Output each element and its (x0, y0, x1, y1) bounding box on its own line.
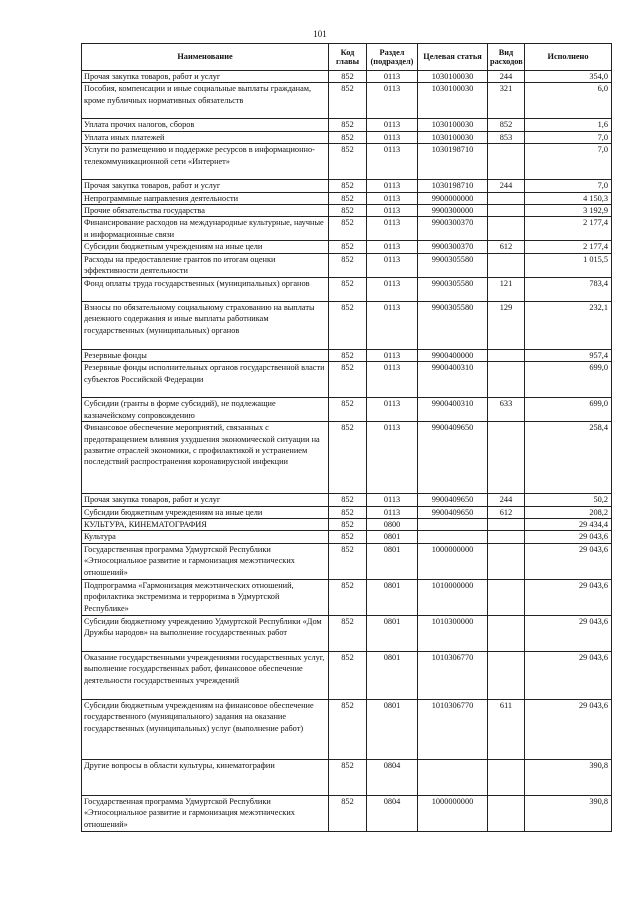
row-target-article (418, 759, 488, 795)
row-executed: 29 434,4 (525, 519, 612, 531)
row-target-article: 9900000000 (418, 192, 488, 204)
row-name: Субсидии бюджетным учреждениям на иные цели (82, 241, 329, 253)
row-target-article: 9900300000 (418, 205, 488, 217)
row-executed: 390,8 (525, 795, 612, 831)
row-expense-type: 611 (488, 699, 525, 759)
row-executed: 29 043,6 (525, 579, 612, 615)
header-executed: Исполнено (525, 44, 612, 71)
row-chapter-code: 852 (329, 301, 367, 349)
row-name: Финансовое обеспечение мероприятий, связанных с предотвращением влияния ухудшения экономической ситуации на развитие отраслей экономики, с профилактикой и устранением последствий распространения коронавирусной инфекции (82, 422, 329, 494)
row-name: Прочая закупка товаров, работ и услуг (82, 180, 329, 192)
row-section: 0113 (367, 362, 418, 398)
row-name: Взносы по обязательному социальному страхованию на выплаты денежного содержания и иные выплаты работникам государственных (муниципальных) органов (82, 301, 329, 349)
table-row (82, 180, 612, 192)
row-target-article: 9900305580 (418, 253, 488, 277)
row-chapter-code: 852 (329, 83, 367, 119)
row-expense-type (488, 651, 525, 699)
budget-execution-table (81, 43, 612, 832)
table-row (82, 119, 612, 131)
table-row (82, 192, 612, 204)
row-target-article (418, 519, 488, 531)
row-chapter-code: 852 (329, 651, 367, 699)
row-target-article: 9900400000 (418, 349, 488, 361)
table-row (82, 205, 612, 217)
table-row (82, 253, 612, 277)
row-executed: 4 150,3 (525, 192, 612, 204)
row-section: 0113 (367, 301, 418, 349)
row-executed: 2 177,4 (525, 241, 612, 253)
row-expense-type: 244 (488, 71, 525, 83)
row-section: 0801 (367, 579, 418, 615)
row-name: Резервные фонды исполнительных органов государственной власти субъектов Российской Федерации (82, 362, 329, 398)
row-name: Фонд оплаты труда государственных (муниципальных) органов (82, 277, 329, 301)
row-section: 0113 (367, 131, 418, 143)
row-target-article: 9900300370 (418, 241, 488, 253)
row-target-article: 1010000000 (418, 579, 488, 615)
table-body (82, 71, 612, 832)
row-executed: 7,0 (525, 131, 612, 143)
row-chapter-code: 852 (329, 759, 367, 795)
table-row (82, 144, 612, 180)
row-executed: 50,2 (525, 494, 612, 506)
table-row (82, 531, 612, 543)
row-executed: 29 043,6 (525, 651, 612, 699)
row-expense-type: 129 (488, 301, 525, 349)
row-section: 0113 (367, 253, 418, 277)
row-section: 0801 (367, 699, 418, 759)
row-expense-type (488, 543, 525, 579)
row-target-article: 1010306770 (418, 699, 488, 759)
row-expense-type: 853 (488, 131, 525, 143)
header-name: Наименование (82, 44, 329, 71)
row-chapter-code: 852 (329, 422, 367, 494)
row-section: 0113 (367, 241, 418, 253)
table-row (82, 506, 612, 518)
row-executed: 1,6 (525, 119, 612, 131)
page-number: 101 (313, 29, 327, 39)
row-expense-type: 244 (488, 494, 525, 506)
row-name: Оказание государственными учреждениями государственных услуг, выполнение государственных работ, финансовое обеспечение деятельности государственных учреждений (82, 651, 329, 699)
row-target-article: 1030100030 (418, 83, 488, 119)
row-section: 0113 (367, 277, 418, 301)
row-section: 0113 (367, 71, 418, 83)
table-row (82, 422, 612, 494)
table-row (82, 71, 612, 83)
row-executed: 354,0 (525, 71, 612, 83)
row-expense-type (488, 362, 525, 398)
row-executed: 208,2 (525, 506, 612, 518)
table-row (82, 699, 612, 759)
row-chapter-code: 852 (329, 699, 367, 759)
row-chapter-code: 852 (329, 362, 367, 398)
table-row (82, 217, 612, 241)
row-section: 0113 (367, 422, 418, 494)
row-section: 0113 (367, 144, 418, 180)
row-name: Культура (82, 531, 329, 543)
header-target-article: Целевая статья (418, 44, 488, 71)
row-expense-type (488, 531, 525, 543)
table-row (82, 494, 612, 506)
row-section: 0801 (367, 615, 418, 651)
row-target-article: 9900305580 (418, 301, 488, 349)
row-executed: 29 043,6 (525, 543, 612, 579)
row-expense-type (488, 192, 525, 204)
row-target-article: 9900409650 (418, 506, 488, 518)
row-executed: 699,0 (525, 362, 612, 398)
row-executed: 7,0 (525, 144, 612, 180)
table-row (82, 543, 612, 579)
table-row (82, 795, 612, 831)
header-section: Раздел (подраздел) (367, 44, 418, 71)
row-chapter-code: 852 (329, 398, 367, 422)
row-target-article: 1030198710 (418, 144, 488, 180)
row-expense-type (488, 217, 525, 241)
row-executed: 957,4 (525, 349, 612, 361)
row-expense-type (488, 759, 525, 795)
row-name: Государственная программа Удмуртской Республики «Этносоциальное развитие и гармонизация межэтнических отношений» (82, 543, 329, 579)
row-name: Прочие обязательства государства (82, 205, 329, 217)
row-target-article: 9900305580 (418, 277, 488, 301)
row-section: 0801 (367, 651, 418, 699)
row-section: 0113 (367, 506, 418, 518)
table-row (82, 579, 612, 615)
row-expense-type (488, 144, 525, 180)
table-row (82, 651, 612, 699)
row-executed: 7,0 (525, 180, 612, 192)
row-section: 0113 (367, 205, 418, 217)
row-executed: 258,4 (525, 422, 612, 494)
row-executed: 232,1 (525, 301, 612, 349)
row-target-article: 1010306770 (418, 651, 488, 699)
row-executed: 390,8 (525, 759, 612, 795)
row-target-article: 1010300000 (418, 615, 488, 651)
row-section: 0113 (367, 398, 418, 422)
row-expense-type (488, 422, 525, 494)
row-chapter-code: 852 (329, 119, 367, 131)
row-name: Прочая закупка товаров, работ и услуг (82, 494, 329, 506)
row-section: 0801 (367, 543, 418, 579)
row-chapter-code: 852 (329, 192, 367, 204)
row-expense-type: 612 (488, 506, 525, 518)
row-name: Уплата прочих налогов, сборов (82, 119, 329, 131)
row-expense-type (488, 579, 525, 615)
table-row (82, 349, 612, 361)
row-target-article: 1000000000 (418, 543, 488, 579)
row-name: Подпрограмма «Гармонизация межэтнических отношений, профилактика экстремизма и терроризма в Удмуртской Республике» (82, 579, 329, 615)
row-chapter-code: 852 (329, 144, 367, 180)
row-expense-type: 244 (488, 180, 525, 192)
row-name: Услуги по размещению и поддержке ресурсов в информационно-телекоммуникационной сети «Интернет» (82, 144, 329, 180)
row-target-article: 1030100030 (418, 71, 488, 83)
row-expense-type (488, 519, 525, 531)
row-expense-type (488, 615, 525, 651)
row-target-article: 1030198710 (418, 180, 488, 192)
row-target-article: 9900400310 (418, 398, 488, 422)
row-section: 0113 (367, 349, 418, 361)
row-target-article: 1030100030 (418, 131, 488, 143)
row-chapter-code: 852 (329, 531, 367, 543)
row-executed: 6,0 (525, 83, 612, 119)
row-target-article: 1000000000 (418, 795, 488, 831)
row-executed: 29 043,6 (525, 699, 612, 759)
row-name: Резервные фонды (82, 349, 329, 361)
row-section: 0804 (367, 759, 418, 795)
row-executed: 29 043,6 (525, 531, 612, 543)
row-chapter-code: 852 (329, 277, 367, 301)
row-target-article: 9900300370 (418, 217, 488, 241)
table-row (82, 398, 612, 422)
row-name: КУЛЬТУРА, КИНЕМАТОГРАФИЯ (82, 519, 329, 531)
row-section: 0113 (367, 192, 418, 204)
row-section: 0113 (367, 83, 418, 119)
row-name: Другие вопросы в области культуры, кинематографии (82, 759, 329, 795)
table-row (82, 362, 612, 398)
row-chapter-code: 852 (329, 543, 367, 579)
row-executed: 699,0 (525, 398, 612, 422)
row-chapter-code: 852 (329, 71, 367, 83)
row-section: 0113 (367, 119, 418, 131)
row-expense-type (488, 253, 525, 277)
row-target-article (418, 531, 488, 543)
row-name: Субсидии бюджетным учреждениям на финансовое обеспечение государственного (муниципального) задания на оказание государственных (муниципальных) услуг (выполнение работ) (82, 699, 329, 759)
row-chapter-code: 852 (329, 241, 367, 253)
row-executed: 3 192,9 (525, 205, 612, 217)
row-expense-type: 121 (488, 277, 525, 301)
row-name: Прочая закупка товаров, работ и услуг (82, 71, 329, 83)
table-row (82, 759, 612, 795)
row-name: Субсидии (гранты в форме субсидий), не подлежащие казначейскому сопровождению (82, 398, 329, 422)
row-name: Уплата иных платежей (82, 131, 329, 143)
row-name: Субсидии бюджетным учреждениям на иные цели (82, 506, 329, 518)
row-name: Финансирование расходов на международные культурные, научные и информационные связи (82, 217, 329, 241)
table-header-row (82, 44, 612, 71)
row-section: 0801 (367, 531, 418, 543)
row-section: 0800 (367, 519, 418, 531)
row-expense-type (488, 349, 525, 361)
row-target-article: 9900409650 (418, 422, 488, 494)
row-chapter-code: 852 (329, 205, 367, 217)
row-name: Расходы на предоставление грантов по итогам оценки эффективности деятельности (82, 253, 329, 277)
row-expense-type: 633 (488, 398, 525, 422)
row-executed: 1 015,5 (525, 253, 612, 277)
row-chapter-code: 852 (329, 253, 367, 277)
row-chapter-code: 852 (329, 494, 367, 506)
header-expense-type: Вид расходов (488, 44, 525, 71)
table-row (82, 83, 612, 119)
row-expense-type: 612 (488, 241, 525, 253)
row-chapter-code: 852 (329, 795, 367, 831)
table-row (82, 277, 612, 301)
row-name: Субсидии бюджетному учреждению Удмуртской Республики «Дом Дружбы народов» на выполнение государственных работ (82, 615, 329, 651)
row-chapter-code: 852 (329, 579, 367, 615)
row-target-article: 9900400310 (418, 362, 488, 398)
table-row (82, 301, 612, 349)
row-chapter-code: 852 (329, 615, 367, 651)
row-executed: 783,4 (525, 277, 612, 301)
row-expense-type (488, 205, 525, 217)
table-row (82, 615, 612, 651)
row-section: 0113 (367, 494, 418, 506)
row-name: Государственная программа Удмуртской Республики «Этносоциальное развитие и гармонизация межэтнических отношений» (82, 795, 329, 831)
row-chapter-code: 852 (329, 217, 367, 241)
header-chapter-code: Код главы (329, 44, 367, 71)
row-chapter-code: 852 (329, 506, 367, 518)
table-row (82, 519, 612, 531)
row-section: 0804 (367, 795, 418, 831)
row-expense-type: 852 (488, 119, 525, 131)
row-expense-type (488, 795, 525, 831)
table-row (82, 241, 612, 253)
row-section: 0113 (367, 217, 418, 241)
row-chapter-code: 852 (329, 349, 367, 361)
row-executed: 29 043,6 (525, 615, 612, 651)
row-chapter-code: 852 (329, 131, 367, 143)
row-executed: 2 177,4 (525, 217, 612, 241)
row-name: Пособия, компенсации и иные социальные выплаты гражданам, кроме публичных нормативных обязательств (82, 83, 329, 119)
row-expense-type: 321 (488, 83, 525, 119)
row-name: Непрограммные направления деятельности (82, 192, 329, 204)
table-row (82, 131, 612, 143)
row-target-article: 1030100030 (418, 119, 488, 131)
row-chapter-code: 852 (329, 180, 367, 192)
row-target-article: 9900409650 (418, 494, 488, 506)
row-chapter-code: 852 (329, 519, 367, 531)
row-section: 0113 (367, 180, 418, 192)
